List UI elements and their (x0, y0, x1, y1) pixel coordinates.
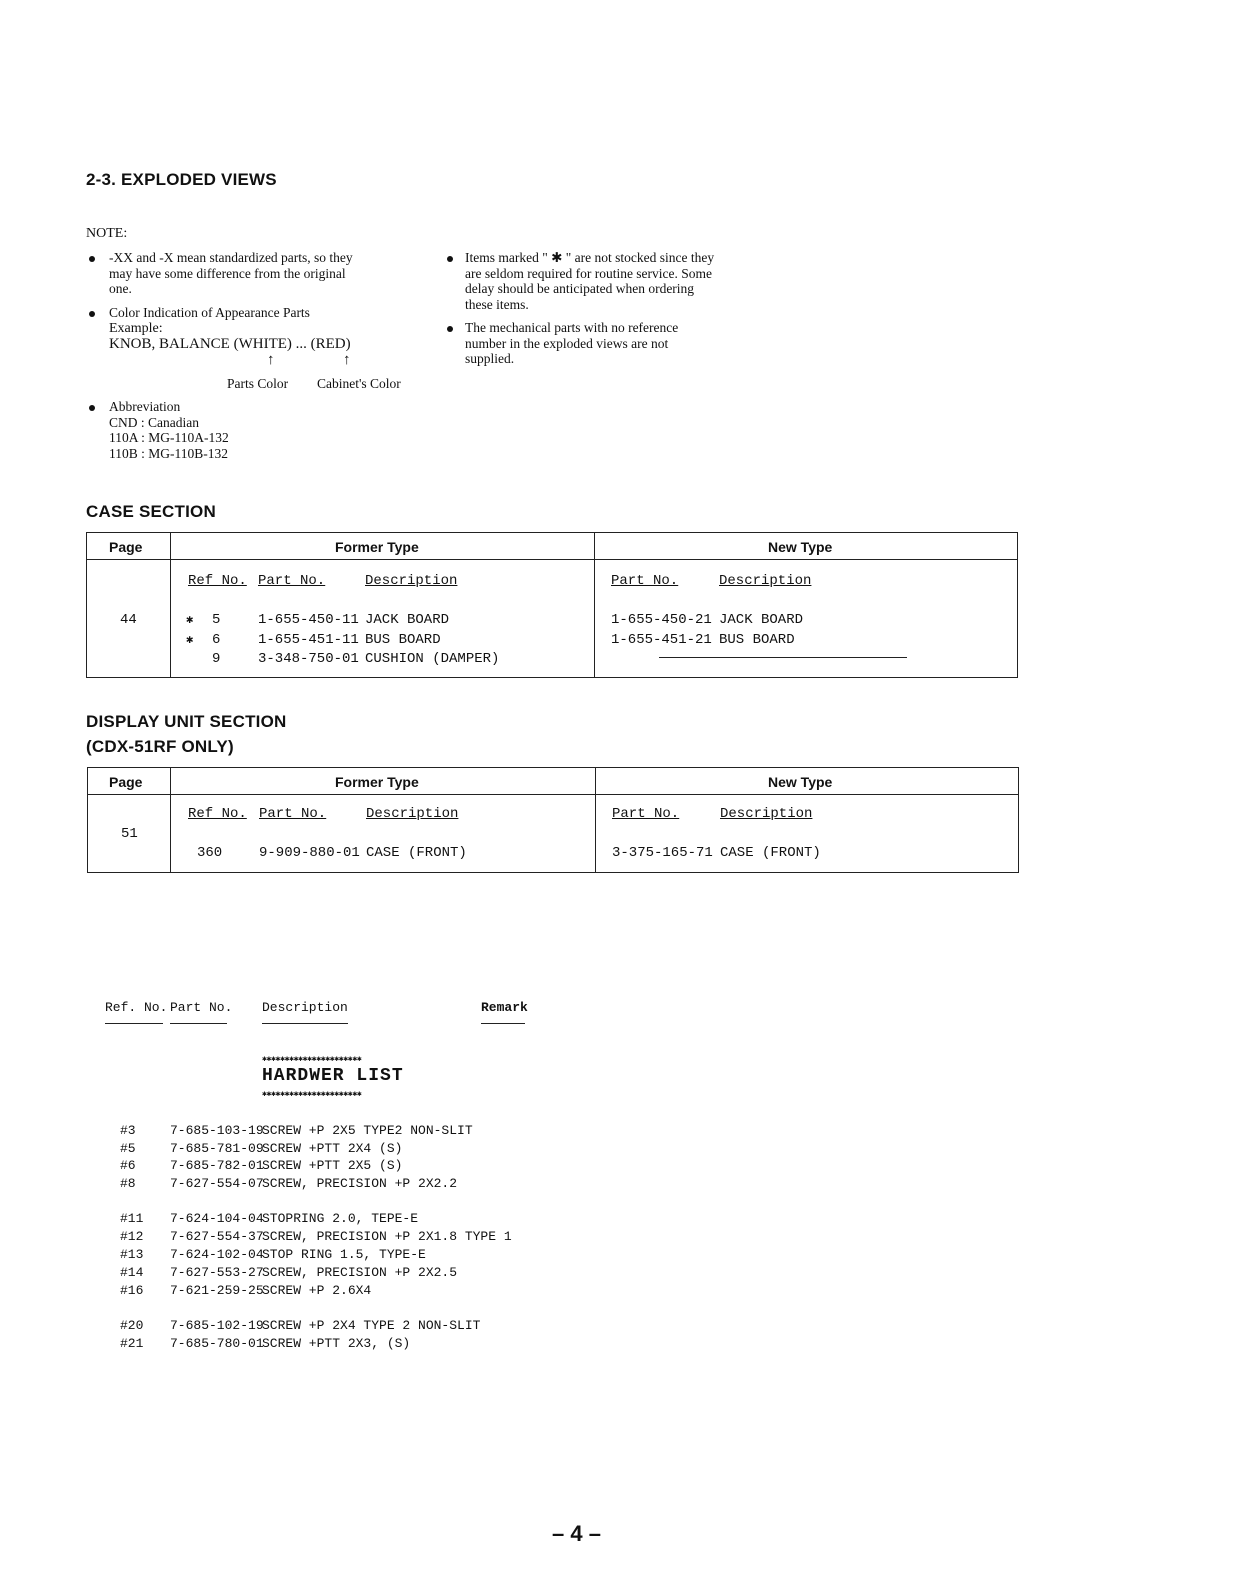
hardware-part-no: 7-624-102-04 (170, 1247, 264, 1262)
subheader-new-description: Description (719, 573, 812, 589)
new-description-cell: BUS BOARD (719, 632, 795, 648)
not-stocked-mark: ✱ (186, 633, 194, 647)
hardware-part-no: 7-685-780-01 (170, 1336, 264, 1351)
hardware-ref: #6 (120, 1158, 136, 1173)
header-underline (262, 1023, 348, 1024)
hardware-ref: #21 (120, 1336, 144, 1351)
hardware-ref: #11 (120, 1211, 144, 1226)
hardware-description: SCREW, PRECISION +P 2X1.8 TYPE 1 (262, 1229, 512, 1244)
hardware-description: STOP RING 1.5, TYPE-E (262, 1247, 426, 1262)
hardware-description: STOPRING 2.0, TEPE-E (262, 1211, 419, 1226)
description-cell: BUS BOARD (365, 632, 441, 648)
hardware-header-ref-no: Ref. No. (105, 1000, 168, 1015)
table-header-divider (87, 559, 1017, 560)
header-page: Page (109, 774, 143, 790)
subheader-description: Description (366, 806, 459, 822)
hardware-part-no: 7-621-259-25 (170, 1283, 264, 1298)
subheader-part-no: Part No. (259, 806, 327, 822)
part-no-cell: 9-909-880-01 (259, 845, 360, 861)
hardware-list-title: HARDWER LIST (262, 1066, 404, 1086)
description-cell: JACK BOARD (365, 612, 450, 628)
display-section-subtitle: (CDX-51RF ONLY) (86, 737, 234, 756)
hardware-ref: #12 (120, 1229, 144, 1244)
subheader-part-no: Part No. (258, 573, 326, 589)
new-part-no-cell: 3-375-165-71 (612, 845, 713, 861)
hardware-part-no: 7-685-102-19 (170, 1318, 264, 1333)
hardware-description: SCREW +P 2X5 TYPE2 NON-SLIT (262, 1123, 473, 1138)
note-not-stocked: Items marked " ✱ " are not stocked since they are seldom required for routine service. Some delay should be anticipated when ordering these items. (465, 250, 715, 312)
hardware-ref: #20 (120, 1318, 144, 1333)
case-section-table (86, 532, 1018, 678)
arrow-up-icon: ↑ (343, 352, 351, 368)
description-cell: CASE (FRONT) (366, 845, 467, 861)
note-no-reference: The mechanical parts with no reference number in the exploded views are not supplied. (465, 320, 679, 366)
column-divider (170, 533, 171, 677)
case-section-title: CASE SECTION (86, 502, 216, 521)
cabinet-color-label: Cabinet's Color (317, 376, 401, 391)
part-no-cell: 1-655-450-11 (258, 612, 359, 628)
subheader-ref-no: Ref No. (188, 573, 247, 589)
hardware-part-no: 7-685-103-19 (170, 1123, 264, 1138)
display-section-table (87, 767, 1019, 873)
column-divider (170, 768, 171, 872)
hardware-ref: #8 (120, 1176, 136, 1191)
display-section-title: DISPLAY UNIT SECTION (86, 712, 287, 731)
hardware-ref: #5 (120, 1141, 136, 1156)
header-page: Page (109, 539, 143, 555)
hardware-part-no: 7-627-553-27 (170, 1265, 264, 1280)
header-new-type: New Type (768, 774, 833, 790)
description-cell: CUSHION (DAMPER) (365, 651, 500, 667)
subheader-ref-no: Ref No. (188, 806, 247, 822)
section-title: 2-3. EXPLODED VIEWS (86, 170, 277, 189)
subheader-description: Description (365, 573, 458, 589)
hardware-header-remark: Remark (481, 1000, 528, 1015)
hardware-ref: #14 (120, 1265, 144, 1280)
note-example-label: Example: (109, 321, 163, 336)
hardware-description: SCREW +PTT 2X5 (S) (262, 1158, 403, 1173)
bullet-icon (89, 256, 95, 262)
ref-no-cell: 6 (212, 632, 221, 648)
new-part-no-cell: 1-655-451-21 (611, 632, 712, 648)
header-new-type: New Type (768, 539, 833, 555)
hardware-part-no: 7-627-554-07 (170, 1176, 264, 1191)
not-stocked-mark: ✱ (186, 613, 194, 627)
bullet-icon (447, 256, 453, 262)
hardware-description: SCREW +P 2.6X4 (262, 1283, 372, 1298)
page-number-cell: 44 (120, 612, 137, 628)
subheader-new-part-no: Part No. (611, 573, 679, 589)
note-standardized-parts: -XX and -X mean standardized parts, so they may have some difference from the original one. (109, 250, 353, 296)
subheader-new-description: Description (720, 806, 813, 822)
bullet-icon (447, 326, 453, 332)
ref-no-cell: 360 (197, 845, 223, 861)
header-underline (170, 1023, 227, 1024)
hardware-header-part-no: Part No. (170, 1000, 233, 1015)
hardware-header-description: Description (262, 1000, 348, 1015)
hardware-ref: #16 (120, 1283, 144, 1298)
subheader-new-part-no: Part No. (612, 806, 680, 822)
column-divider (594, 533, 595, 677)
arrow-up-icon: ↑ (267, 352, 275, 368)
header-underline (105, 1023, 163, 1024)
hardware-description: SCREW +P 2X4 TYPE 2 NON-SLIT (262, 1318, 481, 1333)
parts-color-label: Parts Color (227, 376, 289, 391)
new-description-cell: CASE (FRONT) (720, 845, 821, 861)
hardware-part-no: 7-685-782-01 (170, 1158, 264, 1173)
note-label: NOTE: (86, 226, 128, 241)
column-divider (595, 768, 596, 872)
bullet-icon (89, 405, 95, 411)
hardware-part-no: 7-685-781-09 (170, 1141, 264, 1156)
deleted-entry-line (659, 657, 907, 658)
hardware-part-no: 7-627-554-37 (170, 1229, 264, 1244)
hardware-description: SCREW, PRECISION +P 2X2.2 (262, 1176, 458, 1191)
decorative-stars: ✱✱✱✱✱✱✱✱✱✱✱✱✱✱✱✱✱✱✱✱✱✱ (262, 1055, 362, 1064)
decorative-stars: ✱✱✱✱✱✱✱✱✱✱✱✱✱✱✱✱✱✱✱✱✱✱ (262, 1090, 362, 1099)
note-color-indication: Color Indication of Appearance Parts (109, 305, 310, 320)
part-no-cell: 3-348-750-01 (258, 651, 359, 667)
part-no-cell: 1-655-451-11 (258, 632, 359, 648)
note-knob-example: KNOB, BALANCE (WHITE) ... (RED) (109, 336, 351, 352)
header-former-type: Former Type (335, 539, 419, 555)
hardware-description: SCREW +PTT 2X3, (S) (262, 1336, 411, 1351)
hardware-ref: #13 (120, 1247, 144, 1262)
hardware-description: SCREW +PTT 2X4 (S) (262, 1141, 403, 1156)
ref-no-cell: 9 (212, 651, 221, 667)
bullet-icon (89, 311, 95, 317)
new-description-cell: JACK BOARD (719, 612, 804, 628)
new-part-no-cell: 1-655-450-21 (611, 612, 712, 628)
page-number: – 4 – (552, 1521, 601, 1546)
table-header-divider (88, 794, 1018, 795)
hardware-ref: #3 (120, 1123, 136, 1138)
hardware-part-no: 7-624-104-04 (170, 1211, 264, 1226)
hardware-description: SCREW, PRECISION +P 2X2.5 (262, 1265, 458, 1280)
page-number-cell: 51 (121, 826, 138, 842)
header-former-type: Former Type (335, 774, 419, 790)
ref-no-cell: 5 (212, 612, 221, 628)
note-abbreviation: Abbreviation CND : Canadian 110A : MG-110A-132 110B : MG-110B-132 (109, 399, 229, 461)
header-underline (481, 1023, 525, 1024)
